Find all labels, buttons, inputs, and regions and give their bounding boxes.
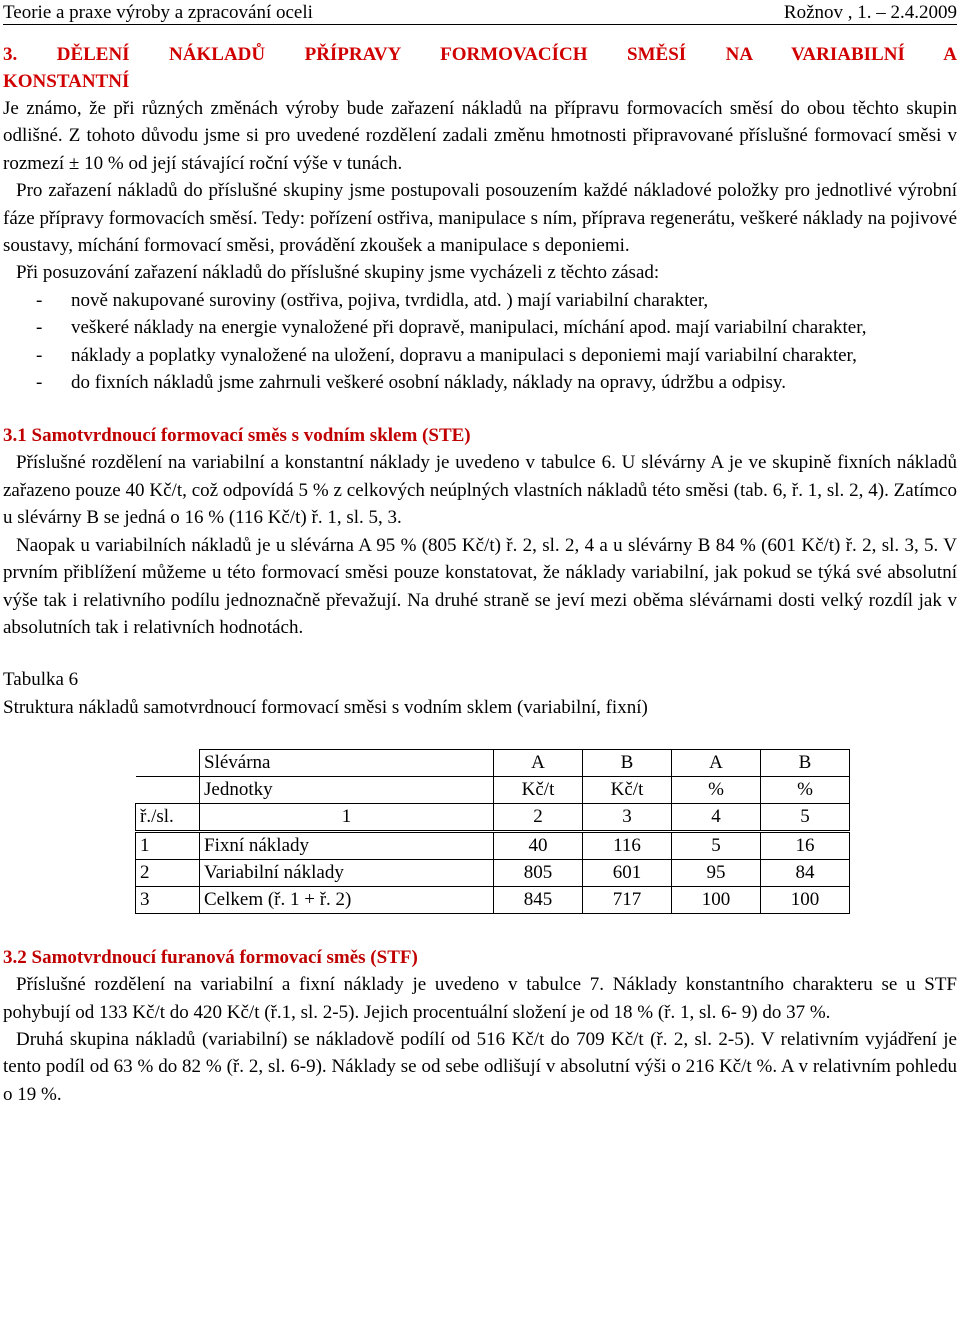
running-header [3,0,957,25]
section-3-1-title: 3.1 Samotvrdnoucí formovací směs s vodním sklem (STE) [3,425,471,447]
list-item [3,369,957,396]
table-cell: Jednotky [200,777,494,804]
table-cell: Variabilní náklady [200,860,494,887]
section-3-paragraph-2: Pro zařazení nákladů do příslušné skupiny jsme postupovali posouzením každé nákladové položky pro jednotlivé výrobní fáze přípravy formovacích směsí. Tedy: pořízení ostřiva, manipulace s ním, příprava regenerátu, veškeré náklady na pojivové soustavy, míchání formovací směsi, provádění zkoušek a manipulace s deponiemi. [3,180,957,257]
list-item-text: nově nakupované suroviny (ostřiva, pojiva, tvrdidla, atd. ) mají variabilní charakter, [71,289,709,311]
list-item-text: do fixních nákladů jsme zahrnuli veškeré osobní náklady, náklady na opravy, údržbu a odpisy. [71,372,786,394]
header-title: Teorie a praxe výroby a zpracování oceli [3,2,313,23]
table-cell: Fixní náklady [200,832,494,860]
document-page [3,0,957,1108]
section-3-2-title: 3.2 Samotvrdnoucí furanová formovací směs (STF) [3,947,418,969]
table-cell: 100 [672,887,761,914]
dash-bullet: - [36,344,43,366]
table-cell: A [672,750,761,777]
section-3-2-paragraph-1: Příslušné rozdělení na variabilní a fixní náklady je uvedeno v tabulce 7. Náklady konstantního charakteru se u STF pohybují od 133 Kč/t do 420 Kč/t (ř.1, sl. 2-5). Jejich procentuální složení je od 18 % (ř. 1, sl. 6- 9) do 37 %. [3,974,957,1023]
table-cell: Celkem (ř. 1 + ř. 2) [200,887,494,914]
dash-bullet: - [36,317,43,339]
dash-bullet: - [36,289,43,311]
table-cell: Slévárna [200,750,494,777]
table-cell: 116 [583,832,672,860]
section-3-2-paragraph-2: Druhá skupina nákladů (variabilní) se nákladově podílí od 516 Kč/t do 709 Kč/t (ř. 2, sl. 2-5). V relativním vyjádření je tento podíl od 63 % do 82 % (ř. 2, sl. 6-9). Náklady se od sebe odlišují v absolutní výši o 216 Kč/t %. A v relativním pohledu o 19 %. [3,1028,957,1105]
table-cell: 1 [136,832,200,860]
table-cell: 84 [761,860,850,887]
list-item [3,314,957,341]
table-cell: % [672,777,761,804]
table-6-label: Tabulka 6 [3,669,79,691]
table-cell: 1 [200,804,494,832]
table-cell: 845 [494,887,583,914]
table-cell: B [761,750,850,777]
table-cell: Kč/t [494,777,583,804]
table-cell: 40 [494,832,583,860]
section-3-title-line1: 3. DĚLENÍ NÁKLADŮ PŘÍPRAVY FORMOVACÍCH SMĚSÍ NA VARIABILNÍ A [3,44,957,65]
table-row [136,860,850,887]
table-cell [136,750,200,777]
table-cell: 805 [494,860,583,887]
table-cell: 2 [494,804,583,832]
list-item [3,287,957,314]
table-cell: 16 [761,832,850,860]
table-cell: 2 [136,860,200,887]
table-cell: 4 [672,804,761,832]
table-cell: 717 [583,887,672,914]
table-cell: 95 [672,860,761,887]
table-cell: 5 [672,832,761,860]
table-cell: ř./sl. [136,804,200,832]
table-header-row [136,804,850,832]
list-item-text: veškeré náklady na energie vynaložené při dopravě, manipulaci, míchání apod. mají variabilní charakter, [71,317,867,339]
table-cell: Kč/t [583,777,672,804]
table-cell: A [494,750,583,777]
dash-bullet: - [36,372,43,394]
table-cell: B [583,750,672,777]
table-cell: 3 [136,887,200,914]
table-cell: % [761,777,850,804]
table-row [136,832,850,860]
table-6 [135,749,850,914]
table-6-caption: Struktura nákladů samotvrdnoucí formovací směsi s vodním sklem (variabilní, fixní) [3,696,648,718]
table-header-row [136,750,850,777]
section-3-paragraph-1: Je známo, že při různých změnách výroby bude zařazení nákladů na přípravu formovacích směsí do obou těchto skupin odlišné. Z tohoto důvodu jsme si pro uvedené rozdělení zadali změnu hmotnosti připravované příslušné formovací směsi v rozmezí ± 10 % od její stávající roční výše v tunách. [3,98,957,174]
principles-list [3,287,957,397]
section-3-title-line2: KONSTANTNÍ [3,71,130,92]
section-3-paragraph-3: Při posuzování zařazení nákladů do příslušné skupiny jsme vycházeli z těchto zásad: [16,262,660,284]
table-row [136,887,850,914]
list-item [3,342,957,369]
section-3-1-paragraph-1: Příslušné rozdělení na variabilní a konstantní náklady je uvedeno v tabulce 6. U slévárny A je ve skupině fixních nákladů zařazeno pouze 40 Kč/t, což odpovídá 5 % z celkových neúplných vlastních nákladů této směsi (tab. 6, ř. 1, sl. 2, 4). Zatímco u slévárny B se jedná o 16 % (116 Kč/t) ř. 1, sl. 5, 3. [3,452,957,529]
table-cell: 601 [583,860,672,887]
table-cell: 5 [761,804,850,832]
list-item-text: náklady a poplatky vynaložené na uložení, dopravu a manipulaci s deponiemi mají variabilní charakter, [71,344,857,366]
header-date: Rožnov , 1. – 2.4.2009 [783,2,957,23]
table-cell: 100 [761,887,850,914]
table-cell: 3 [583,804,672,832]
table-header-row [136,777,850,804]
table-cell [136,777,200,804]
section-3-1-paragraph-2: Naopak u variabilních nákladů je u slévárna A 95 % (805 Kč/t) ř. 2, sl. 2, 4 a u slévárny B 84 % (601 Kč/t) ř. 2, sl. 3, 5. V prvním přiblížení můžeme u této formovací směsi pouze konstatovat, že náklady variabilní, jak pokud se týká své absolutní výše tak i relativního podílu jednoznačně převažují. Na druhé straně se jeví mezi oběma slévárnami dosti velký rozdíl jak v absolutních tak i relativních hodnotách. [3,534,957,638]
